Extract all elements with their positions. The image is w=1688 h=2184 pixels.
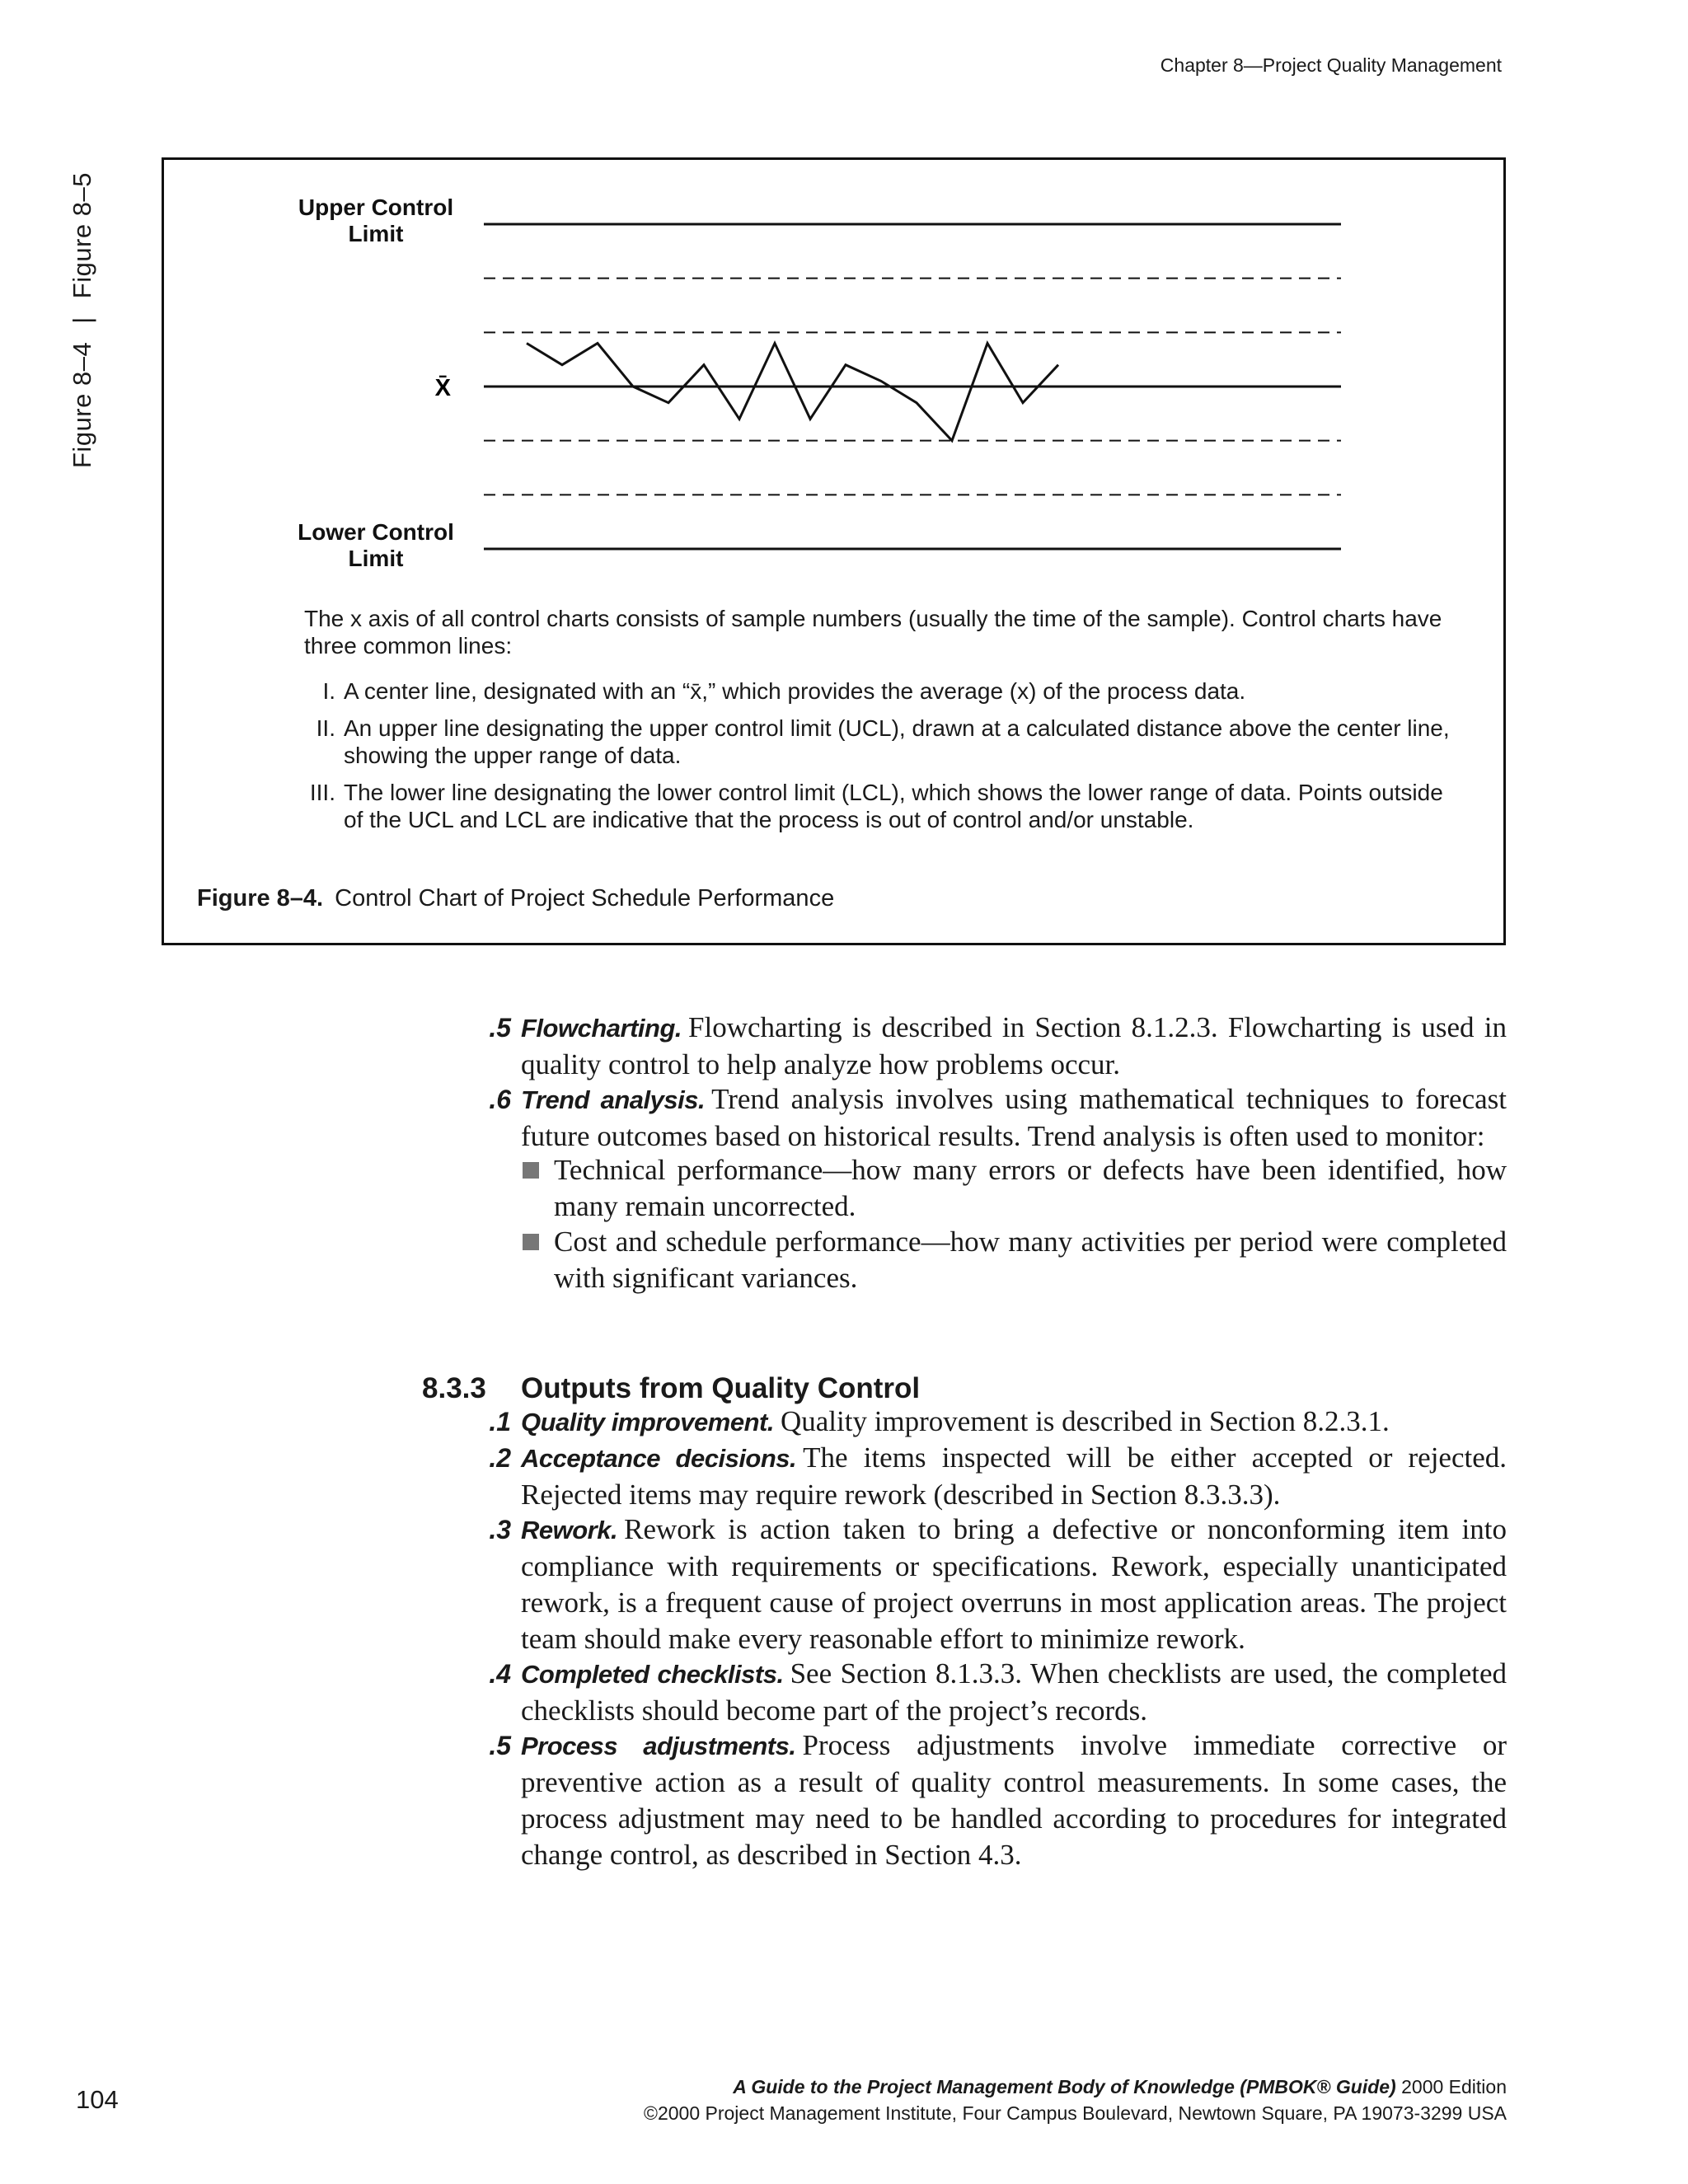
note-text: An upper line designating the upper control limit (UCL), drawn at a calculated distance above the center line, showing the upper range of data.	[344, 715, 1450, 768]
note-item	[304, 677, 1458, 705]
side-tab-separator: |	[68, 316, 96, 324]
footer	[644, 2074, 1507, 2126]
note-number: III.	[309, 780, 335, 805]
item-number: .5	[489, 1731, 511, 1760]
list-item	[489, 1511, 1507, 1657]
list-item	[489, 1404, 1507, 1441]
item-text: Process adjustments involve immediate corrective or preventive action as a result of quality control measurements. In some cases, the process adjustment may need to be handled according to procedures for integrated change control, as described in Section 4.3.	[521, 1729, 1507, 1871]
item-term: Process adjustments.	[521, 1732, 796, 1760]
item-number: .6	[489, 1085, 511, 1114]
item-text: Flowcharting is described in Section 8.1.2.3. Flowcharting is used in quality control to help analyze how problems occur.	[521, 1011, 1507, 1080]
figure-caption-label: Figure 8–4.	[197, 885, 324, 912]
footer-book-title: A Guide to the Project Management Body of Knowledge (PMBOK® Guide)	[733, 2076, 1396, 2097]
notes-intro: The x axis of all control charts consists of sample numbers (usually the time of the sample). Control charts have three common lines:	[304, 606, 1442, 658]
mean-label: X̄	[434, 375, 451, 401]
chart-series-line	[527, 344, 1058, 441]
side-tab-right: Figure 8–5	[68, 172, 96, 299]
item-number: .4	[489, 1659, 511, 1689]
ucl-label: Upper Control Limit	[298, 194, 454, 246]
note-number: II.	[316, 715, 335, 741]
item-term: Flowcharting.	[521, 1014, 682, 1043]
bullet-text: Technical performance—how many errors or defects have been identified, how many remain uncorrected.	[554, 1154, 1507, 1222]
note-text: The lower line designating the lower control limit (LCL), which shows the lower range of data. Points outside of the UCL and LCL are indicative that the process is out of control and/or unstable.	[344, 780, 1443, 832]
item-term: Acceptance decisions.	[521, 1444, 797, 1473]
notes-list	[304, 677, 1458, 833]
running-head: Chapter 8—Project Quality Management	[1160, 54, 1502, 76]
side-tab-left: Figure 8–4	[68, 341, 96, 468]
bullet-square-icon	[523, 1162, 539, 1179]
item-term: Trend analysis.	[521, 1085, 706, 1114]
item-text: See Section 8.1.3.3. When checklists are used, the completed checklists should become part of the project’s records.	[521, 1657, 1507, 1727]
section-heading	[422, 1371, 920, 1407]
note-item	[304, 715, 1458, 769]
side-tab	[68, 172, 97, 468]
item-number: .5	[489, 1013, 511, 1043]
item-number: .2	[489, 1443, 511, 1473]
bullet-item	[554, 1224, 1507, 1296]
list-item	[489, 1081, 1507, 1155]
item-text: The items inspected will be either accepted or rejected. Rejected items may require rework (described in Section 8.3.3.3).	[521, 1441, 1507, 1511]
figure-caption-text: Control Chart of Project Schedule Performance	[335, 885, 835, 912]
lcl-label: Lower Control Limit	[298, 519, 454, 571]
list-item	[489, 1010, 1507, 1083]
footer-title-line	[644, 2074, 1507, 2100]
item-text: Rework is action taken to bring a defective or nonconforming item into compliance with requirements or specifications. Rework, especially unanticipated rework, is a frequent cause of project overruns in most application areas. The project team should make every reasonable effort to minimize rework.	[521, 1513, 1507, 1655]
bullet-square-icon	[523, 1234, 539, 1250]
section-title: Outputs from Quality Control	[521, 1372, 921, 1404]
note-text: A center line, designated with an “x̄,” which provides the average (x) of the process data.	[344, 678, 1246, 704]
item-text: Trend analysis involves using mathematical techniques to forecast future outcomes based on historical results. Trend analysis is often used to monitor:	[521, 1083, 1507, 1152]
control-chart	[164, 160, 1503, 621]
footer-copyright: ©2000 Project Management Institute, Four Campus Boulevard, Newtown Square, PA 19073-3299 USA	[644, 2102, 1507, 2124]
footer-edition: 2000 Edition	[1401, 2076, 1507, 2097]
figure-notes	[304, 605, 1458, 843]
list-item	[489, 1727, 1507, 1873]
bullet-text: Cost and schedule performance—how many activities per period were completed with significant variances.	[554, 1226, 1507, 1294]
page-number: 104	[76, 2085, 119, 2114]
bullet-item	[554, 1152, 1507, 1225]
section-number: 8.3.3	[422, 1372, 486, 1404]
figure-box	[162, 157, 1506, 945]
item-number: .3	[489, 1515, 511, 1544]
item-number: .1	[489, 1407, 511, 1436]
item-text: Quality improvement is described in Section 8.2.3.1.	[780, 1405, 1390, 1437]
item-term: Completed checklists.	[521, 1660, 784, 1689]
list-item	[489, 1656, 1507, 1729]
list-item	[489, 1440, 1507, 1513]
figure-caption	[197, 885, 834, 912]
note-number: I.	[322, 678, 335, 704]
item-term: Quality improvement.	[521, 1408, 774, 1436]
note-item	[304, 779, 1458, 833]
item-term: Rework.	[521, 1516, 618, 1544]
